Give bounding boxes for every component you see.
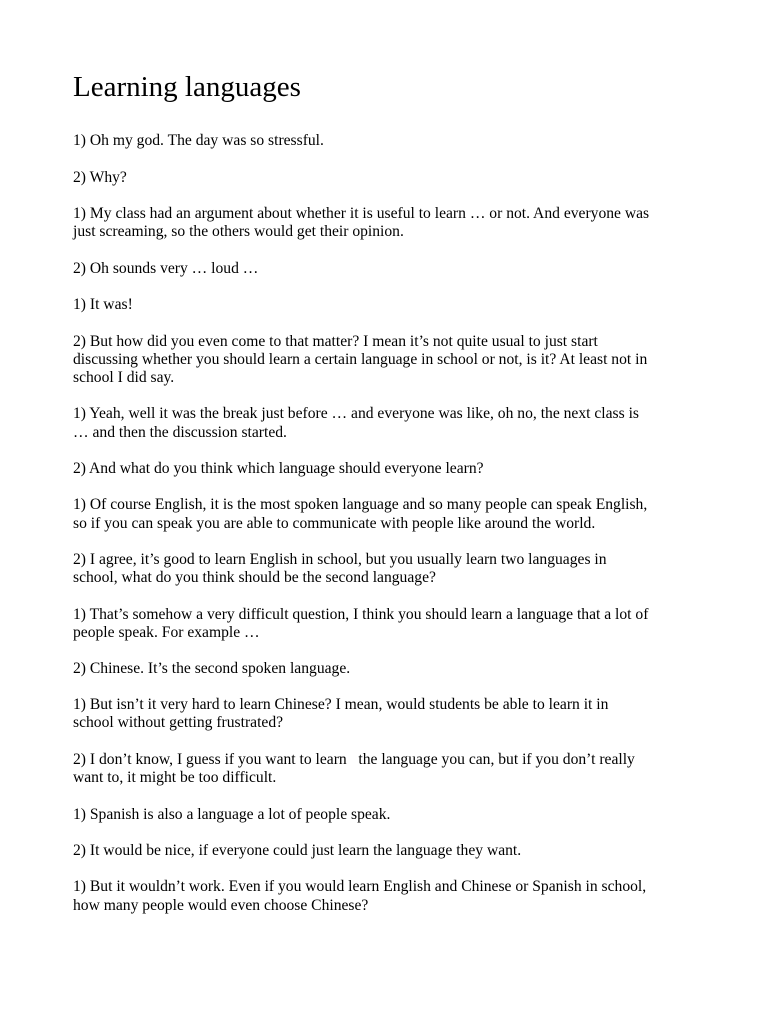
text-line: 1) My class had an argument about whether it is useful to learn … or not. And everyone was xyxy=(73,205,650,222)
text-line: 2) But how did you even come to that matter? I mean it’s not quite usual to just start xyxy=(73,333,598,350)
text-line: 2) Why? xyxy=(73,169,127,186)
text-line: 1) That’s somehow a very difficult question, I think you should learn a language that a lot of xyxy=(73,606,649,623)
text-line: people speak. For example … xyxy=(73,624,260,641)
text-line: 1) Yeah, well it was the break just before … and everyone was like, oh no, the next class is xyxy=(73,405,639,422)
text-line: 1) Of course English, it is the most spoken language and so many people can speak English, xyxy=(73,496,648,513)
text-line: 1) Oh my god. The day was so stressful. xyxy=(73,132,324,149)
page-title: Learning languages xyxy=(73,71,301,103)
text-line: 2) I agree, it’s good to learn English in school, but you usually learn two languages in xyxy=(73,551,607,568)
text-line: want to, it might be too difficult. xyxy=(73,769,277,786)
text-line: 1) Spanish is also a language a lot of people speak. xyxy=(73,806,391,823)
text-line: 2) I don’t know, I guess if you want to learn the language you can, but if you don’t really xyxy=(73,751,635,768)
text-line: 2) And what do you think which language should everyone learn? xyxy=(73,460,484,477)
text-line: so if you can speak you are able to communicate with people like around the world. xyxy=(73,515,596,532)
text-line: school without getting frustrated? xyxy=(73,714,284,731)
text-line: 1) But isn’t it very hard to learn Chinese? I mean, would students be able to learn it in xyxy=(73,696,609,713)
text-line: how many people would even choose Chinese? xyxy=(73,897,369,914)
text-line: 2) Chinese. It’s the second spoken language. xyxy=(73,660,351,677)
text-line: 1) It was! xyxy=(73,296,133,313)
text-line: 2) It would be nice, if everyone could just learn the language they want. xyxy=(73,842,522,859)
text-line: 2) Oh sounds very … loud … xyxy=(73,260,259,277)
text-line: discussing whether you should learn a certain language in school or not, is it? At least not in xyxy=(73,351,648,368)
text-line: 1) But it wouldn’t work. Even if you would learn English and Chinese or Spanish in school, xyxy=(73,878,647,895)
text-line: school I did say. xyxy=(73,369,175,386)
text-line: … and then the discussion started. xyxy=(73,424,287,441)
text-line: school, what do you think should be the second language? xyxy=(73,569,436,586)
text-line: just screaming, so the others would get their opinion. xyxy=(73,223,404,240)
